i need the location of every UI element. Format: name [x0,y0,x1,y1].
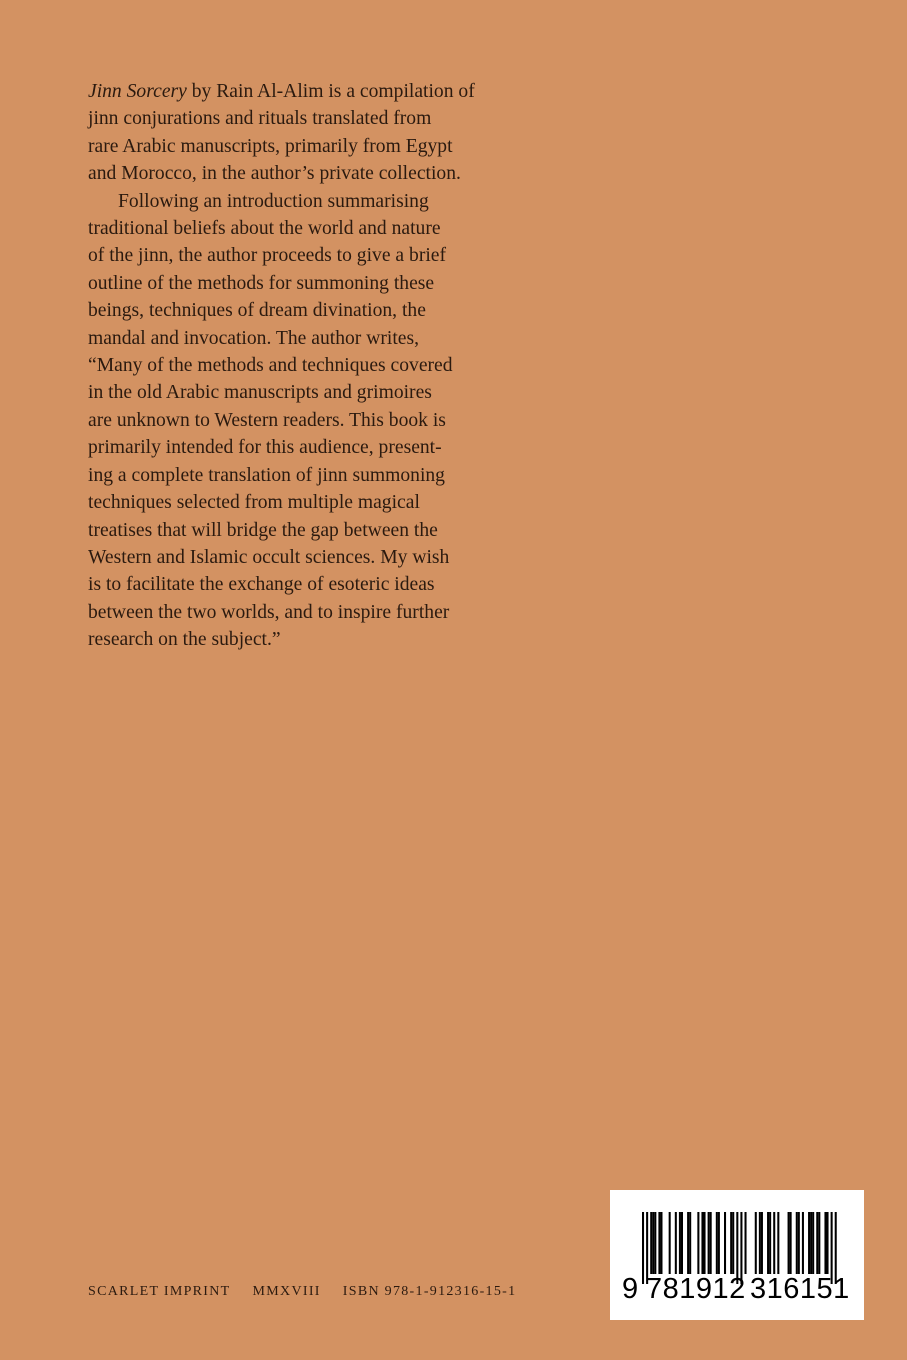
blurb-line: traditional beliefs about the world and nature [88,218,441,240]
barcode-bar [716,1212,718,1274]
publisher-name: SCARLET IMPRINT [88,1284,231,1299]
book-title: Jinn Sorcery [88,81,187,102]
barcode-bar [681,1212,683,1274]
barcode-bar [701,1212,703,1274]
blurb-paragraph-2 [88,188,508,654]
blurb-line: Western and Islamic occult sciences. My wish [88,546,450,568]
back-cover-blurb [88,78,508,654]
blurb-line: treatises that will bridge the gap between the [88,519,438,541]
blurb-line: and Morocco, in the author’s private collection. [88,163,461,185]
blurb-line: mandal and invocation. The author writes, [88,327,420,349]
barcode-bar [650,1212,652,1274]
barcode-bar [769,1212,771,1274]
barcode-bar [818,1212,820,1274]
blurb-line: between the two worlds, and to inspire further [88,601,450,623]
barcode-bar [658,1212,660,1274]
barcode-bar [660,1212,662,1274]
blurb-line: rare Arabic manuscripts, primarily from Egypt [88,135,453,157]
barcode-bar [796,1212,798,1274]
isbn-number: ISBN 978-1-912316-15-1 [342,1284,517,1299]
barcode-bar [790,1212,792,1274]
blurb-line: jinn conjurations and rituals translated from [88,108,432,130]
blurb-paragraph-1 [88,78,508,188]
blurb-line: ing a complete translation of jinn summoning [88,464,445,486]
blurb-line: is to facilitate the exchange of esoteric ideas [88,574,435,596]
blurb-line: “Many of the methods and techniques covered [88,355,453,377]
barcode-bar [802,1212,804,1274]
barcode-bar [773,1212,775,1274]
isbn-barcode [610,1190,864,1320]
barcode-bar [642,1212,644,1284]
barcode-bar [767,1212,769,1274]
barcode-bar [654,1212,656,1274]
blurb-line: in the old Arabic manuscripts and grimoires [88,382,432,404]
barcode-bar [808,1212,810,1274]
barcode-bar [669,1212,671,1274]
barcode-bar [777,1212,779,1274]
barcode-bar [810,1212,812,1274]
barcode-bar [675,1212,677,1274]
barcode-bar [755,1212,757,1274]
blurb-line: of the jinn, the author proceeds to give a brief [88,245,447,267]
blurb-line: primarily intended for this audience, present- [88,437,442,459]
blurb-line: beings, techniques of dream divination, the [88,300,426,322]
barcode-bar [745,1212,747,1274]
publication-year: MMXVIII [252,1284,321,1299]
blurb-line: Following an introduction summarising [118,190,429,212]
barcode-bar [652,1212,654,1274]
barcode-bar [718,1212,720,1274]
barcode-bar [679,1212,681,1274]
barcode-bar [816,1212,818,1274]
barcode-first-digit: 9 [622,1273,639,1305]
barcode-right-digits: 316151 [750,1273,850,1305]
barcode-bar [812,1212,814,1274]
blurb-line: outline of the methods for summoning these [88,272,435,294]
barcode-bar [724,1212,726,1274]
barcode-bar [710,1212,712,1274]
barcode-bar [732,1212,734,1274]
blurb-line: research on the subject.” [88,629,281,651]
imprint-footer [88,1284,516,1300]
barcode-bar [689,1212,691,1274]
barcode-bar [761,1212,763,1274]
barcode-bar [697,1212,699,1274]
blurb-line: Jinn Sorcery by Rain Al-Alim is a compilation of [88,81,475,102]
barcode-bar [687,1212,689,1274]
blurb-line: are unknown to Western readers. This book is [88,409,446,431]
barcode-bar [704,1212,706,1274]
blurb-line: techniques selected from multiple magical [88,492,420,514]
barcode-left-digits: 781912 [646,1273,746,1305]
barcode-bar [827,1212,829,1274]
barcode-bar [730,1212,732,1274]
barcode-bar [759,1212,761,1274]
barcode-bar [798,1212,800,1274]
barcode-bar [788,1212,790,1274]
barcode-bar [708,1212,710,1274]
barcode-bar [824,1212,826,1274]
